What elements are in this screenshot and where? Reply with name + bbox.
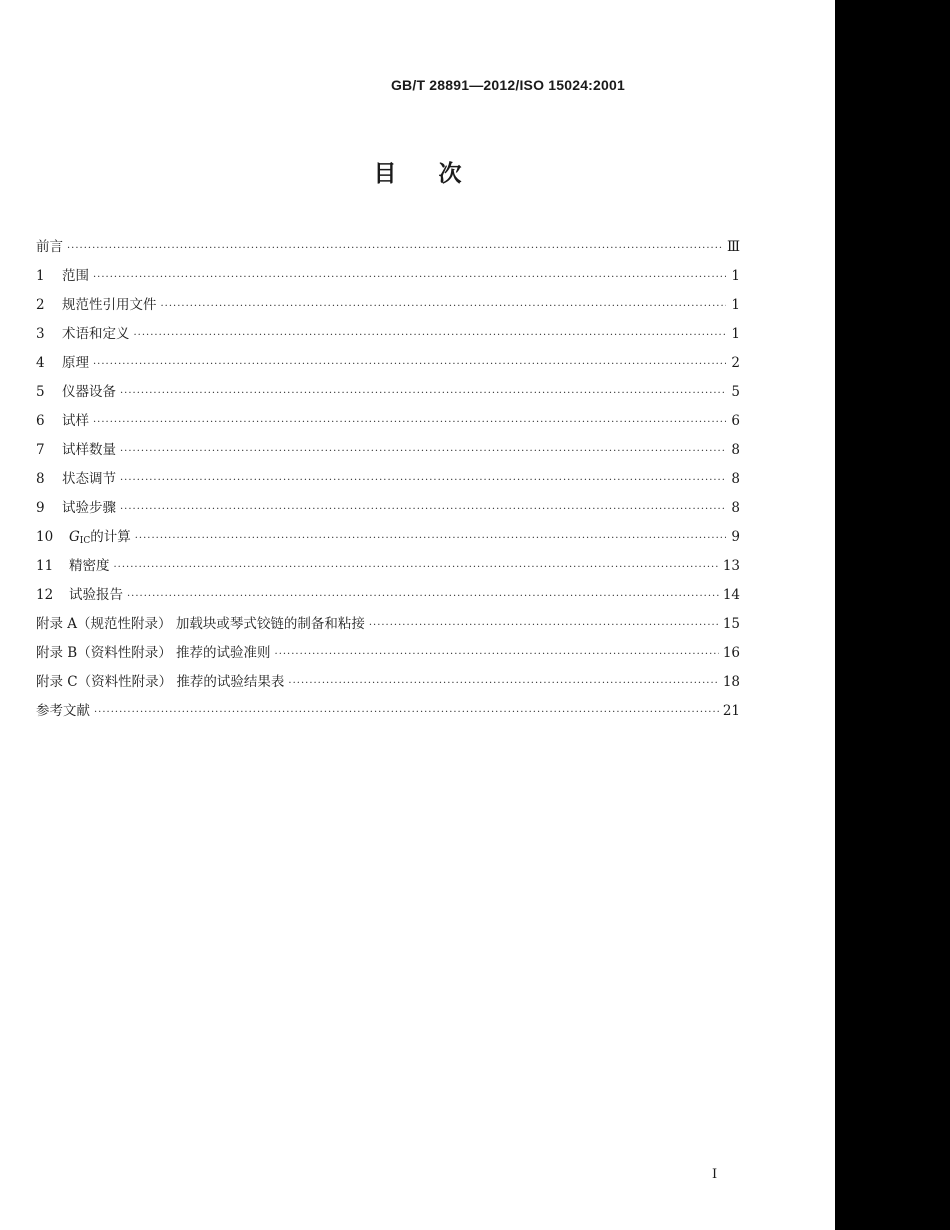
leader-dots (288, 669, 718, 698)
toc-entry-6[interactable] (36, 407, 740, 436)
toc-page: 8 (731, 500, 740, 516)
toc-label: 试验步骤 (62, 500, 116, 516)
toc-entry-5[interactable] (36, 378, 740, 407)
toc-page: 15 (722, 616, 740, 632)
scan-black-margin (835, 0, 950, 1230)
toc-page: 18 (722, 674, 740, 690)
toc-page: 21 (722, 703, 740, 719)
toc-entry-1[interactable] (36, 262, 740, 291)
toc-entry-annex-b[interactable] (36, 639, 740, 668)
toc-number: 3 (36, 326, 45, 342)
toc-number: 4 (36, 355, 45, 371)
toc-page: 1 (731, 268, 740, 284)
toc-number: 10 (36, 529, 54, 545)
toc-label: 规范性引用文件 (62, 297, 157, 313)
leader-dots (120, 437, 726, 466)
toc-number: 8 (36, 471, 45, 487)
toc-page: 6 (731, 413, 740, 429)
toc-page: 13 (722, 558, 740, 574)
toc-entry-3[interactable] (36, 320, 740, 349)
toc-label: 术语和定义 (62, 326, 130, 342)
toc-entry-annex-c[interactable] (36, 668, 740, 697)
toc-label: 试验报告 (69, 587, 123, 603)
leader-dots (93, 263, 726, 292)
toc-number: 11 (36, 558, 54, 574)
toc-page: 1 (731, 326, 740, 342)
toc-entry-preface[interactable] (36, 233, 740, 262)
toc-page: 8 (731, 471, 740, 487)
leader-dots (275, 640, 719, 669)
toc-number: 12 (36, 587, 54, 603)
toc-page: 8 (731, 442, 740, 458)
toc-number: 9 (36, 500, 45, 516)
toc-entry-bibliography[interactable] (36, 697, 740, 726)
toc-page: 2 (731, 355, 740, 371)
toc-label: 附录 C（资料性附录） 推荐的试验结果表 (36, 674, 285, 690)
toc-label: 前言 (36, 239, 63, 255)
toc-label: 范围 (62, 268, 89, 284)
toc-label: 试样 (62, 413, 89, 429)
leader-dots (93, 350, 726, 379)
toc-number: 7 (36, 442, 45, 458)
toc-page: 5 (731, 384, 740, 400)
page-number: I (712, 1167, 718, 1182)
leader-dots (94, 698, 719, 727)
toc-page: 1 (731, 297, 740, 313)
leader-dots (127, 582, 719, 611)
leader-dots (134, 321, 727, 350)
toc-page: Ⅲ (726, 239, 740, 255)
toc-entry-11[interactable] (36, 552, 740, 581)
toc-label: 参考文献 (36, 703, 90, 719)
toc-label: 附录 B（资料性附录） 推荐的试验准则 (36, 645, 271, 661)
leader-dots (120, 466, 726, 495)
standard-code: GB/T 28891—2012/ISO 15024:2001 (390, 77, 625, 93)
leader-dots (135, 524, 726, 553)
page-title: 目次 (373, 161, 504, 187)
toc-label: 状态调节 (62, 471, 116, 487)
leader-dots (120, 495, 726, 524)
leader-dots (93, 408, 726, 437)
toc-entry-12[interactable] (36, 581, 740, 610)
symbol-subscript: IC (79, 536, 91, 546)
toc-number: 2 (36, 297, 45, 313)
toc-page: 16 (722, 645, 740, 661)
toc-entry-9[interactable] (36, 494, 740, 523)
leader-dots (369, 611, 719, 640)
leader-dots (161, 292, 727, 321)
leader-dots (67, 234, 723, 263)
toc-entry-10[interactable] (36, 523, 740, 552)
toc-number: 6 (36, 413, 45, 429)
toc-number: 5 (36, 384, 45, 400)
toc-entry-2[interactable] (36, 291, 740, 320)
toc-page: 9 (731, 529, 740, 545)
toc-label: 精密度 (69, 558, 110, 574)
table-of-contents (36, 233, 740, 726)
toc-label: 试样数量 (62, 442, 116, 458)
toc-label: 仪器设备 (62, 384, 116, 400)
toc-entry-annex-a[interactable] (36, 610, 740, 639)
toc-entry-4[interactable] (36, 349, 740, 378)
toc-label-text: 的计算 (90, 529, 131, 545)
toc-entry-8[interactable] (36, 465, 740, 494)
toc-label: 原理 (62, 355, 89, 371)
toc-label: 附录 A（规范性附录） 加载块或琴式铰链的制备和粘接 (36, 616, 365, 632)
toc-page: 14 (722, 587, 740, 603)
leader-dots (120, 379, 726, 408)
leader-dots (114, 553, 719, 582)
toc-entry-7[interactable] (36, 436, 740, 465)
symbol-g: G (69, 529, 80, 545)
toc-number: 1 (36, 268, 45, 284)
